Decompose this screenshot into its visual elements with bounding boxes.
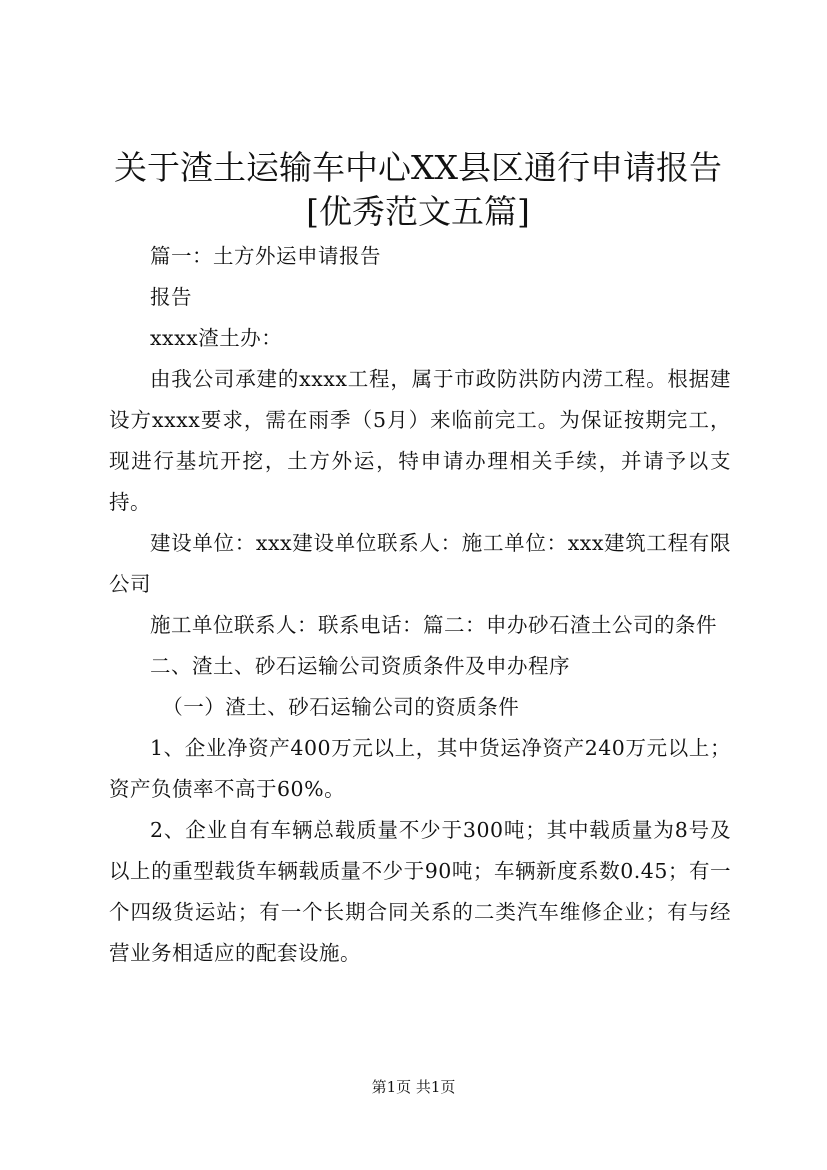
paragraph-report-label: 报告 (150, 285, 192, 309)
document-title: 关于渣土运输车中心XX县区通行申请报告[优秀范文五篇] (114, 148, 722, 231)
paragraph-condition-2: 2、企业自有车辆总载质量不少于300吨；其中载质量为8号及以上的重型载货车辆载质量不少于90吨；车辆新度系数0.45；有一个四级货运站；有一个长期合同关系的二类汽车维修企业；有与经营业务相适应的配套设施。 (109, 818, 731, 965)
paragraph-condition-1: 1、企业净资产400万元以上，其中货运净资产240万元以上；资产负债率不高于60%。 (109, 736, 731, 801)
paragraph-addressee: xxxx渣土办： (150, 326, 283, 350)
paragraph-section-heading-2: 二、渣土、砂石运输公司资质条件及申办程序 (150, 654, 570, 678)
paragraph-request-body: 由我公司承建的xxxx工程，属于市政防洪防内涝工程。根据建设方xxxx要求，需在雨季（5月）来临前完工。为保证按期完工，现进行基坑开挖，土方外运，特申请办理相关手续，并请予以支持。 (109, 367, 731, 514)
paragraph-construction-units: 建设单位：xxx建设单位联系人：施工单位：xxx建筑工程有限公司 (109, 531, 731, 596)
paragraph-section-heading-1: 篇一：土方外运申请报告 (150, 244, 381, 268)
page-footer: 第1页 共1页 (371, 1078, 456, 1096)
document-body (109, 236, 731, 974)
paragraph-subheading: （一）渣土、砂石运输公司的资质条件 (162, 695, 520, 719)
paragraph-contacts: 施工单位联系人：联系电话：篇二：申办砂石渣土公司的条件 (150, 613, 717, 637)
